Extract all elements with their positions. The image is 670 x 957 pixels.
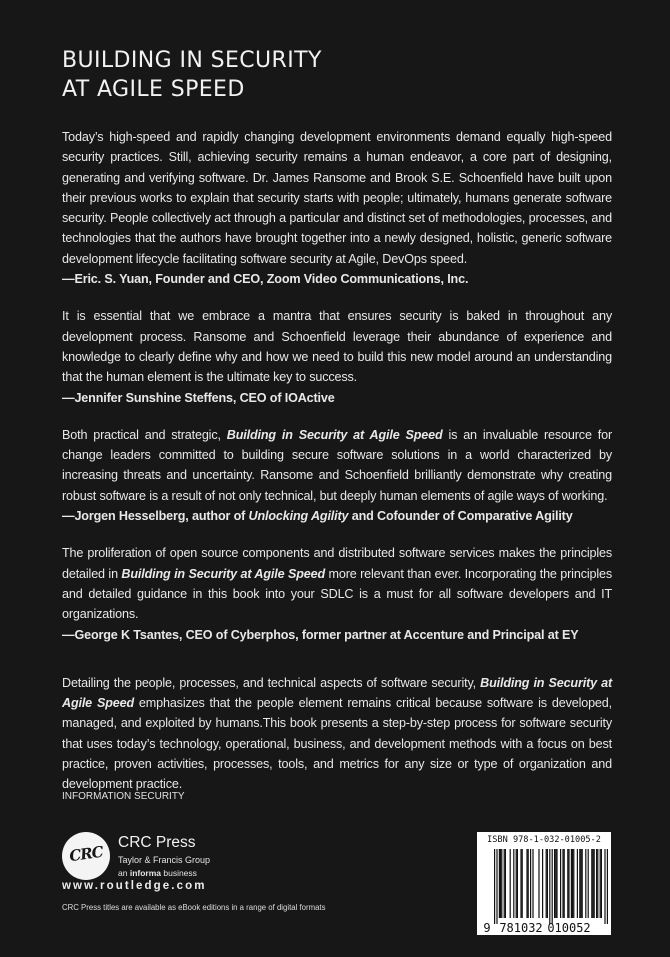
book-title-reference: Building in Security at Agile Speed <box>226 427 443 442</box>
description-start: Detailing the people, processes, and technical aspects of software security, <box>62 675 481 690</box>
attribution-book-title: Unlocking Agility <box>248 509 349 524</box>
barcode-bar <box>513 849 514 918</box>
testimonial-text-end: is an invaluable resource for change leaders committed to building secure software solutions in a world characterized by increasing threats and uncertainty. Ransome and Schoenfield brilliantly demonstrate why creating robust software is a result of not only technical, but deeply human elements of agile ways of working. <box>62 427 612 503</box>
barcode-bar <box>532 849 533 918</box>
informa-wordmark: informa <box>129 868 161 878</box>
testimonial <box>62 306 612 407</box>
business-prefix: an <box>118 868 130 878</box>
book-title-reference: Building in Security at Agile Speed <box>121 566 325 581</box>
barcode-guard-bar <box>549 849 550 924</box>
barcode-bar <box>591 849 592 918</box>
barcode-bar <box>526 849 527 918</box>
barcode-bar <box>547 849 548 918</box>
barcode-bar <box>601 849 602 918</box>
testimonial-attribution <box>62 506 612 526</box>
book-title <box>62 46 322 104</box>
barcode-bar <box>592 849 593 918</box>
testimonial-text-start: The proliferation of open source components and distributed software services makes the principles detailed in <box>62 546 612 581</box>
testimonial-attribution: —George K Tsantes, CEO of Cyberphos, former partner at Accenture and Principal at EY <box>62 627 579 642</box>
barcode-guard-bar <box>552 849 553 924</box>
barcode-bar <box>517 849 518 918</box>
ebook-availability-note: CRC Press titles are available as eBook editions in a range of digital formats <box>62 903 326 912</box>
barcode-bar <box>573 849 574 918</box>
barcode-bar <box>571 849 572 918</box>
barcode-right-digits: 010052 <box>547 921 591 935</box>
barcode-bar <box>522 849 523 918</box>
logo-mark-text: CRC <box>68 842 104 866</box>
isbn-label: ISBN 978-1-032-01005-2 <box>487 835 601 845</box>
barcode-bar <box>564 849 565 918</box>
barcode-bar <box>600 849 601 918</box>
barcode-bar <box>500 849 501 918</box>
testimonial-text-start: Both practical and strategic, <box>62 427 227 442</box>
testimonial <box>62 127 612 289</box>
barcode-guard-bar <box>607 849 608 924</box>
barcode-bar <box>554 849 555 918</box>
testimonial-attribution: —Jennifer Sunshine Steffens, CEO of IOActive <box>62 390 335 405</box>
barcode-bar <box>585 849 586 918</box>
barcode-bar <box>582 849 583 918</box>
barcode-graphic <box>477 832 611 935</box>
book-title-reference: Building in Security at Agile Speed <box>62 675 612 711</box>
barcode-bar <box>520 849 521 918</box>
barcode-bar <box>580 849 581 918</box>
barcode-bar <box>555 849 556 918</box>
back-cover-text <box>62 127 612 795</box>
description-text <box>62 673 612 795</box>
barcode-bar <box>528 849 529 918</box>
barcode-bar <box>538 849 539 918</box>
barcode-bar <box>577 849 578 918</box>
isbn-barcode <box>477 832 611 935</box>
barcode-guard-bar <box>494 849 495 924</box>
testimonial-text <box>62 425 612 506</box>
barcode-bar <box>516 849 517 918</box>
barcode-first-digit: 9 <box>483 921 491 935</box>
publisher-website: www.routledge.com <box>62 880 207 892</box>
barcode-guard-bar <box>496 849 497 924</box>
testimonial-text: Today’s high-speed and rapidly changing development environments demand equally high-speed security practices. Still, achieving security remains a human endeavor, a core part of designing, generating and verifying software. Dr. James Ransome and Brook S.E. Schoenfield have built upon their previous works to explain that security starts with people; ultimately, humans generate software security. People collectively act through a particular and distinct set of methodologies, processes, and technologies that the authors have brought together into a newly designed, holistic, generic software development lifecycle facilitating software security at Agile, DevOps speed. <box>62 130 612 266</box>
barcode-bar <box>562 849 563 918</box>
testimonial-text-end: more relevant than ever. Incorporating the principles and detailed guidance in this book into your SDLC is a must for all software developers and IT organizations. <box>62 566 612 622</box>
barcode-bar <box>530 849 531 918</box>
barcode-bar <box>567 849 568 918</box>
barcode-bar <box>560 849 561 918</box>
testimonial-text: It is essential that we embrace a mantra that ensures security is baked in throughout any development process. Ransome and Schoenfield leverage their abundance of experience and knowledge to clearly define why and how we need to build this new model around an understanding that the human element is the ultimate key to success. <box>62 309 612 385</box>
barcode-bar <box>501 849 502 918</box>
book-title-line-2: AT AGILE SPEED <box>62 77 245 102</box>
barcode-bar <box>556 849 557 918</box>
publisher-group: Taylor & Francis Group <box>118 855 211 865</box>
description-end: emphasizes that the people element remains critical because software is developed, managed, and exploited by humans.This book presents a step-by-step process for software security that uses today’s technology, operational, business, and development methods with a focus on best practice, proven activities, processes, tools, and metrics for any size or type of organization and development practice. <box>62 696 612 792</box>
barcode-bar <box>510 849 511 918</box>
barcode-bar <box>504 849 505 918</box>
barcode-bar <box>579 849 580 918</box>
publisher-name: CRC Press <box>118 834 196 851</box>
testimonial <box>62 543 612 644</box>
barcode-bar <box>505 849 506 918</box>
testimonial-attribution: —Eric. S. Yuan, Founder and CEO, Zoom Video Communications, Inc. <box>62 272 469 287</box>
barcode-bar <box>546 849 547 918</box>
crc-logo-icon <box>62 832 110 880</box>
barcode-bar <box>596 849 597 918</box>
subject-category: INFORMATION SECURITY <box>62 791 185 802</box>
barcode-bar <box>542 849 543 918</box>
barcode-bar <box>597 849 598 918</box>
attribution-end: and Cofounder of Comparative Agility <box>348 509 573 524</box>
publisher-business-line <box>118 868 197 878</box>
barcode-guard-bar <box>604 849 605 924</box>
testimonial <box>62 425 612 526</box>
book-description <box>62 673 612 795</box>
barcode-bar <box>499 849 500 918</box>
book-title-line-1: BUILDING IN SECURITY <box>62 48 322 73</box>
barcode-bar <box>588 849 589 918</box>
barcode-bar <box>572 849 573 918</box>
barcode-bar <box>568 849 569 918</box>
barcode-left-digits: 781032 <box>499 921 543 935</box>
testimonial-text <box>62 543 612 624</box>
business-suffix: business <box>161 868 197 878</box>
attribution-start: —Jorgen Hesselberg, author of <box>62 509 249 524</box>
barcode-bar <box>594 849 595 918</box>
